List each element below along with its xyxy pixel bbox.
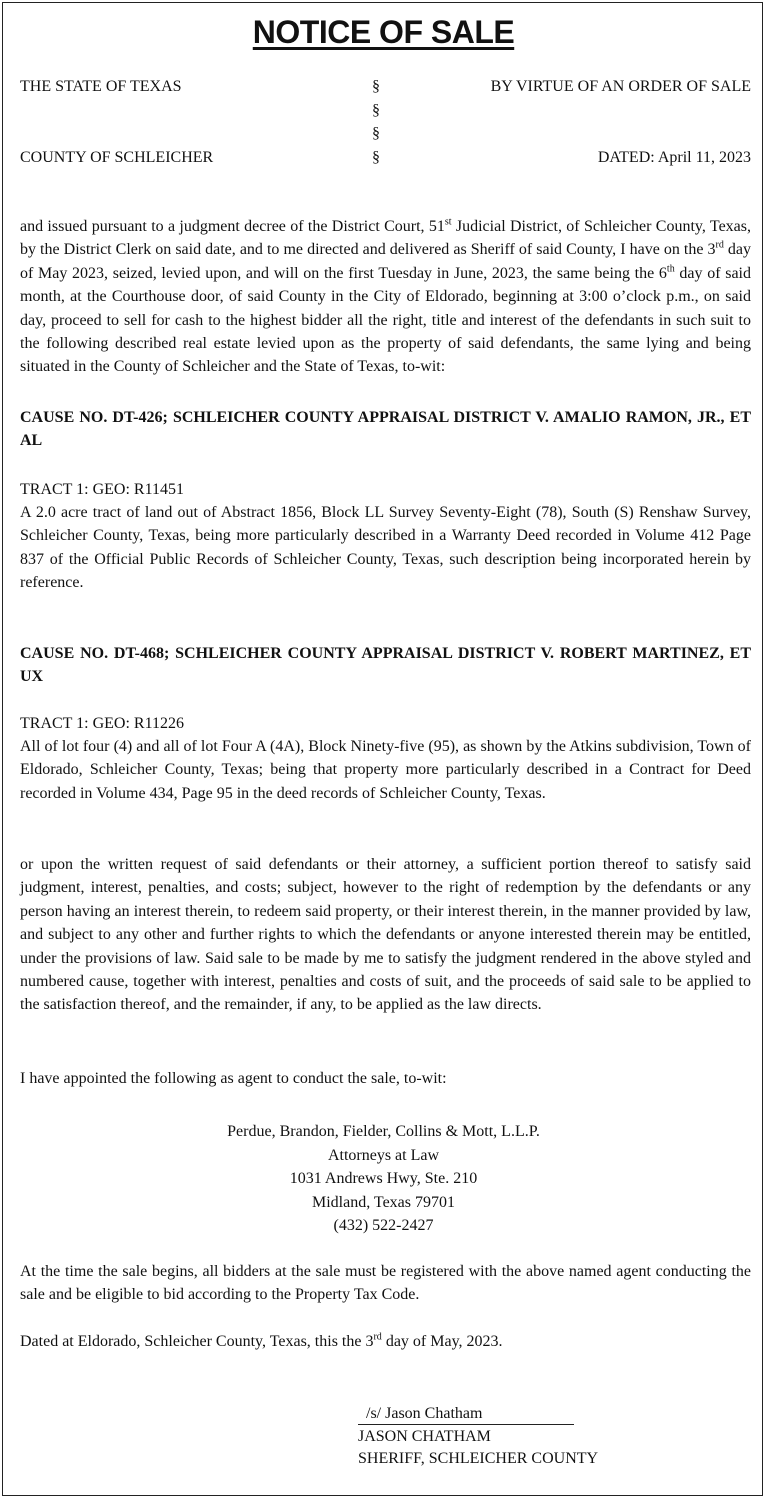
tract-label-1: TRACT 1: GEO: R11451 [20,481,185,498]
agent-address-line2: Midland, Texas 79701 [311,1193,455,1211]
tract-description-1: A 2.0 acre tract of land out of Abstract 1856, Block LL Survey Seventy-Eight (78), South (S) Renshaw Survey, Schleicher County, Texas, being more particularly described in a Warranty Deed recorded in Volume 412 Page 837 of the Official Public Records of Schleicher County, Texas, such description being incorporated herein by reference. [20,504,751,592]
tract-description-2: All of lot four (4) and all of lot Four A (4A), Block Ninety-five (95), as shown by the Atkins subdivision, Town of Eldorado, Schleicher County, Texas; being that property more particularly described in a Contract for Deed recorded in Volume 434, Page 95 in the deed records of Schleicher County, Texas. [20,738,751,802]
order-of-sale-label: BY VIRTUE OF AN ORDER OF SALE [490,78,751,95]
header-left [20,75,213,169]
tract-label-2: TRACT 1: GEO: R11226 [20,715,185,732]
agent-intro: I have appointed the following as agent to conduct the sale, to-wit: [20,1070,447,1087]
county-label: COUNTY OF SCHLEICHER [20,148,214,166]
notice-title: NOTICE OF SALE [252,14,515,50]
signer-name: JASON CHATHAM [358,1428,491,1445]
dated-label: DATED: April 11, 2023 [597,148,751,166]
agent-name: Perdue, Brandon, Fielder, Collins & Mott, L.L.P. [227,1123,540,1140]
state-label: THE STATE OF TEXAS [20,78,182,95]
header-right [491,75,751,169]
section-marks: § § § § [372,78,380,166]
signature-line: /s/ Jason Chatham [366,1405,483,1422]
signer-title: SHERIFF, SCHLEICHER COUNTY [358,1450,599,1467]
cause-heading-2: CAUSE NO. DT-468; SCHLEICHER COUNTY APPRAISAL DISTRICT V. ROBERT MARTINEZ, ET UX [20,645,751,686]
agent-block [0,1120,767,1238]
agent-phone: (432) 522-2427 [333,1217,434,1234]
redemption-paragraph: or upon the written request of said defendants or their attorney, a sufficient portion thereof to satisfy said judgment, interest, penalties, and costs; subject, however to the right of redemption by the defendants or any person having an interest therein, to redeem said property, or their interest therein, in the manner provided by law, and subject to any other and further rights to which the defendants or anyone interested therein may be entitled, under the provisions of law. Said sale to be made by me to satisfy the judgment rendered in the above styled and numbered cause, together with interest, penalties and costs of suit, and the proceeds of said sale to be applied to the satisfaction thereof, and the remainder, if any, to be applied as the law directs. [20,856,751,1014]
dated-line: Dated at Eldorado, Schleicher County, Texas, this the 3rd day of May, 2023. [20,1331,503,1350]
cause-heading-1: CAUSE NO. DT-426; SCHLEICHER COUNTY APPRAISAL DISTRICT V. AMALIO RAMON, JR., ET AL [20,409,751,450]
agent-address-line1: 1031 Andrews Hwy, Ste. 210 [289,1170,478,1187]
intro-paragraph: and issued pursuant to a judgment decree of the District Court, 51st Judicial District, of Schleicher County, Texas, by the District Clerk on said date, and to me directed and delivered as Sheriff of said County, I have on the 3rd day of May 2023, seized, levied upon, and will on the first Tuesday in June, 2023, the same being the 6th day of said month, at the Courthouse door, of said County in the City of Eldorado, beginning at 3:00 o’clock p.m., on said day, proceed to sell for cash to the highest bidder all the right, title and interest of the defendants in such suit to the following described real estate levied upon as the property of said defendants, the same lying and being situated in the County of Schleicher and the State of Texas, to-wit: [20,216,752,376]
bidders-paragraph: At the time the sale begins, all bidders at the sale must be registered with the above named agent conducting the sale and be eligible to bid according to the Property Tax Code. [20,1263,751,1304]
signature-rule [358,1424,574,1425]
agent-role: Attorneys at Law [327,1146,440,1164]
